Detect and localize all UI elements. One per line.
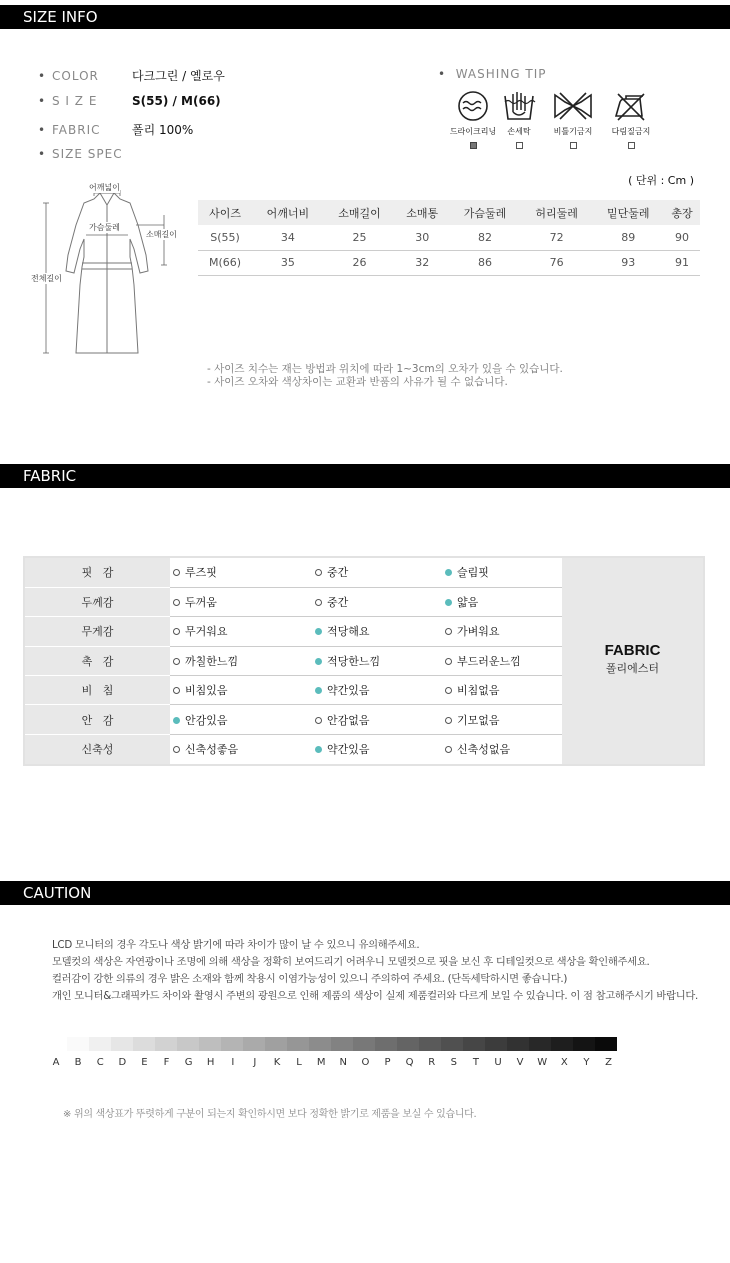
wash-no-wring: 비틀기금지 — [543, 90, 603, 149]
fabric-option — [170, 734, 310, 763]
table-row: M(66) 35 26 32 86 76 93 91 — [198, 250, 700, 275]
radio-selected-icon — [315, 658, 322, 665]
radio-selected-icon — [315, 628, 322, 635]
fabric-option — [170, 587, 310, 616]
radio-selected-icon — [173, 717, 180, 724]
wash-checkbox — [628, 142, 635, 149]
fabric-option — [310, 676, 440, 705]
no-iron-icon — [612, 90, 650, 122]
gray-scale-letter: F — [163, 1057, 170, 1068]
fabric-option — [440, 558, 562, 587]
fabric-panel — [23, 556, 705, 766]
no-wring-icon — [552, 90, 594, 122]
gray-swatch — [309, 1037, 331, 1051]
gray-scale-letter: Y — [583, 1057, 590, 1068]
info-size-spec: • SIZE SPEC — [38, 147, 123, 161]
fabric-option — [440, 587, 562, 616]
gray-scale-letter: U — [494, 1057, 502, 1068]
fabric-option-label: 적당한느낌 — [327, 654, 381, 668]
radio-empty-icon — [445, 658, 452, 665]
size-info-header: SIZE INFO — [0, 5, 730, 29]
fabric-option — [310, 646, 440, 675]
fabric-row — [25, 646, 562, 675]
fabric-row — [25, 587, 562, 616]
fabric-option-label: 비침있음 — [185, 684, 228, 698]
gray-swatch — [111, 1037, 133, 1051]
fabric-option — [170, 705, 310, 734]
radio-empty-icon — [315, 569, 322, 576]
radio-empty-icon — [445, 628, 452, 635]
fabric-option-label: 무거워요 — [185, 625, 228, 639]
caution-header: CAUTION — [0, 881, 730, 905]
fabric-option-label: 약간있음 — [327, 743, 370, 757]
wash-no-iron: 다림질금지 — [601, 90, 661, 149]
gray-scale-letter: J — [253, 1057, 257, 1068]
fabric-row-label: 핏 감 — [25, 558, 170, 587]
fabric-row-label: 안 감 — [25, 705, 170, 734]
fabric-option — [440, 646, 562, 675]
gray-scale-letter: Q — [405, 1057, 414, 1068]
radio-empty-icon — [173, 658, 180, 665]
wash-hand: 손세탁 — [489, 90, 549, 149]
fabric-option-label: 안감있음 — [185, 713, 228, 727]
gray-swatch — [441, 1037, 463, 1051]
fabric-option-label: 루즈핏 — [185, 566, 217, 580]
fabric-row-label: 촉 감 — [25, 646, 170, 675]
gray-swatch — [573, 1037, 595, 1051]
fabric-option-label: 슬림핏 — [457, 566, 489, 580]
radio-selected-icon — [445, 569, 452, 576]
fabric-option-label: 적당해요 — [327, 625, 370, 639]
fabric-option — [310, 558, 440, 587]
fabric-option — [440, 676, 562, 705]
fabric-row — [25, 705, 562, 734]
gray-scale-letter: D — [118, 1057, 127, 1068]
fabric-option — [310, 734, 440, 763]
fabric-option-label: 신축성좋음 — [185, 743, 239, 757]
info-color: • COLOR 다크그린 / 옐로우 — [38, 69, 225, 83]
fabric-summary-title: FABRIC — [604, 642, 661, 659]
dress-label-sleeve: 소매길이 — [146, 230, 177, 239]
gray-scale-letter: O — [361, 1057, 370, 1068]
radio-empty-icon — [445, 717, 452, 724]
fabric-row-label: 무게감 — [25, 617, 170, 646]
fabric-option-label: 기모없음 — [457, 713, 500, 727]
caution-footnote: ※ 위의 색상표가 뚜렷하게 구분이 되는지 확인하시면 보다 정확한 밝기로 제품을 보실 수 있습니다. — [63, 1109, 477, 1120]
gray-swatch — [287, 1037, 309, 1051]
gray-swatch — [133, 1037, 155, 1051]
gray-swatch — [397, 1037, 419, 1051]
gray-scale-letter: B — [74, 1057, 82, 1068]
fabric-option — [440, 617, 562, 646]
caution-line: 컬러감이 강한 의류의 경우 밝은 소재와 함께 착용시 이염가능성이 있으니 주의하여 주세요. (단독세탁하시면 좋습니다.) — [52, 973, 568, 985]
gray-swatch — [67, 1037, 89, 1051]
gray-scale-letter: R — [428, 1057, 436, 1068]
gray-swatch — [331, 1037, 353, 1051]
fabric-option-label: 까칠한느낌 — [185, 654, 239, 668]
fabric-summary-material: 폴리에스터 — [605, 662, 660, 675]
fabric-option — [310, 705, 440, 734]
wash-checkbox — [516, 142, 523, 149]
fabric-option — [440, 734, 562, 763]
gray-scale-letter: S — [450, 1057, 457, 1068]
fabric-row — [25, 558, 562, 587]
info-size: • S I Z E S(55) / M(66) — [38, 94, 221, 108]
gray-scale-letter: H — [206, 1057, 215, 1068]
fabric-header: FABRIC — [0, 464, 730, 488]
fabric-option-label: 부드러운느낌 — [457, 654, 521, 668]
gray-scale-letter: I — [231, 1057, 235, 1068]
fabric-option-label: 중간 — [327, 566, 349, 580]
radio-selected-icon — [445, 599, 452, 606]
caution-line: LCD 모니터의 경우 각도나 색상 밝기에 따라 차이가 많이 날 수 있으니 유의해주세요. — [52, 939, 420, 951]
fabric-option-label: 두꺼움 — [185, 596, 217, 610]
gray-scale-letter: T — [472, 1057, 479, 1068]
fabric-option — [310, 617, 440, 646]
washing-tip-title: • WASHING TIP — [438, 67, 547, 81]
fabric-option — [170, 676, 310, 705]
gray-scale-letter: E — [141, 1057, 148, 1068]
fabric-option-label: 중간 — [327, 596, 349, 610]
size-table — [198, 200, 700, 276]
caution-line: 개인 모니터&그래픽카드 차이와 촬영시 주변의 광원으로 인해 제품의 색상이 실제 제품컬러와 다르게 보일 수 있습니다. 이 점 참고해주시기 바랍니다. — [52, 990, 698, 1002]
gray-swatch — [265, 1037, 287, 1051]
gray-scale-letter: P — [384, 1057, 391, 1068]
radio-selected-icon — [315, 687, 322, 694]
table-row: S(55) 34 25 30 82 72 89 90 — [198, 225, 700, 250]
gray-swatch — [155, 1037, 177, 1051]
dress-label-shoulder: 어깨넓이 — [89, 183, 120, 192]
fabric-option — [170, 646, 310, 675]
radio-empty-icon — [173, 746, 180, 753]
gray-swatch — [485, 1037, 507, 1051]
gray-scale-letter: C — [96, 1057, 104, 1068]
dress-label-chest: 가슴둘레 — [89, 223, 120, 232]
gray-scale-strip — [67, 1037, 617, 1051]
fabric-row — [25, 676, 562, 705]
gray-scale-letter: Z — [605, 1057, 612, 1068]
gray-scale-letter: A — [52, 1057, 60, 1068]
dress-illustration — [40, 185, 180, 357]
radio-selected-icon — [315, 746, 322, 753]
unit-label: ( 단위 : Cm ) — [628, 174, 694, 187]
fabric-option-label: 가벼워요 — [457, 625, 500, 639]
radio-empty-icon — [173, 599, 180, 606]
gray-scale-letter: K — [273, 1057, 281, 1068]
fabric-row — [25, 617, 562, 646]
radio-empty-icon — [173, 687, 180, 694]
fabric-option — [310, 587, 440, 616]
gray-swatch — [199, 1037, 221, 1051]
gray-swatch — [375, 1037, 397, 1051]
size-table-header: 사이즈 어깨너비 소매길이 소매통 가슴둘레 허리둘레 밑단둘레 총장 — [198, 200, 700, 225]
gray-scale-letter: M — [316, 1057, 326, 1068]
gray-scale-letter: L — [296, 1057, 302, 1068]
radio-empty-icon — [445, 746, 452, 753]
gray-swatch — [177, 1037, 199, 1051]
radio-empty-icon — [173, 569, 180, 576]
fabric-option-label: 신축성없음 — [457, 743, 511, 757]
radio-empty-icon — [315, 599, 322, 606]
gray-scale-letter: N — [339, 1057, 348, 1068]
caution-line: 모델컷의 색상은 자연광이나 조명에 의해 색상을 정확히 보여드리기 어려우니 모델컷으로 핏을 보신 후 디테일컷으로 색상을 확인해주세요. — [52, 956, 650, 968]
wash-checkbox — [570, 142, 577, 149]
fabric-option — [170, 558, 310, 587]
radio-empty-icon — [315, 717, 322, 724]
radio-empty-icon — [173, 628, 180, 635]
gray-scale-letter: G — [184, 1057, 193, 1068]
gray-swatch — [353, 1037, 375, 1051]
fabric-option-label: 얇음 — [457, 596, 479, 610]
wash-dry-clean: 드라이크리닝 — [443, 90, 503, 149]
gray-swatch — [551, 1037, 573, 1051]
gray-swatch — [595, 1037, 617, 1051]
fabric-table — [25, 558, 562, 764]
gray-swatch — [243, 1037, 265, 1051]
fabric-row-label: 신축성 — [25, 734, 170, 763]
gray-scale-letter: W — [537, 1057, 548, 1068]
dress-label-length: 전체길이 — [31, 274, 62, 283]
info-fabric: • FABRIC 폴리 100% — [38, 123, 194, 137]
fabric-option-label: 안감없음 — [327, 713, 370, 727]
fabric-option-label: 비침없음 — [457, 684, 500, 698]
fabric-summary — [562, 558, 703, 764]
gray-swatch — [463, 1037, 485, 1051]
gray-swatch — [419, 1037, 441, 1051]
gray-swatch — [529, 1037, 551, 1051]
gray-scale-letters — [45, 1057, 615, 1071]
gray-swatch — [221, 1037, 243, 1051]
fabric-row-label: 두께감 — [25, 587, 170, 616]
gray-scale-letter: X — [560, 1057, 568, 1068]
radio-empty-icon — [445, 687, 452, 694]
fabric-row-label: 비 침 — [25, 676, 170, 705]
fabric-row — [25, 734, 562, 763]
gray-swatch — [89, 1037, 111, 1051]
size-note: - 사이즈 치수는 재는 방법과 위치에 따라 1~3cm의 오차가 있을 수 있습니다. — [207, 363, 563, 375]
wash-checkbox — [470, 142, 477, 149]
dry-clean-icon — [456, 90, 490, 122]
fabric-option — [170, 617, 310, 646]
gray-swatch — [507, 1037, 529, 1051]
fabric-option-label: 약간있음 — [327, 684, 370, 698]
size-note: - 사이즈 오차와 색상차이는 교환과 반품의 사유가 될 수 없습니다. — [207, 376, 508, 388]
fabric-option — [440, 705, 562, 734]
hand-wash-icon — [502, 90, 536, 122]
gray-scale-letter: V — [516, 1057, 524, 1068]
